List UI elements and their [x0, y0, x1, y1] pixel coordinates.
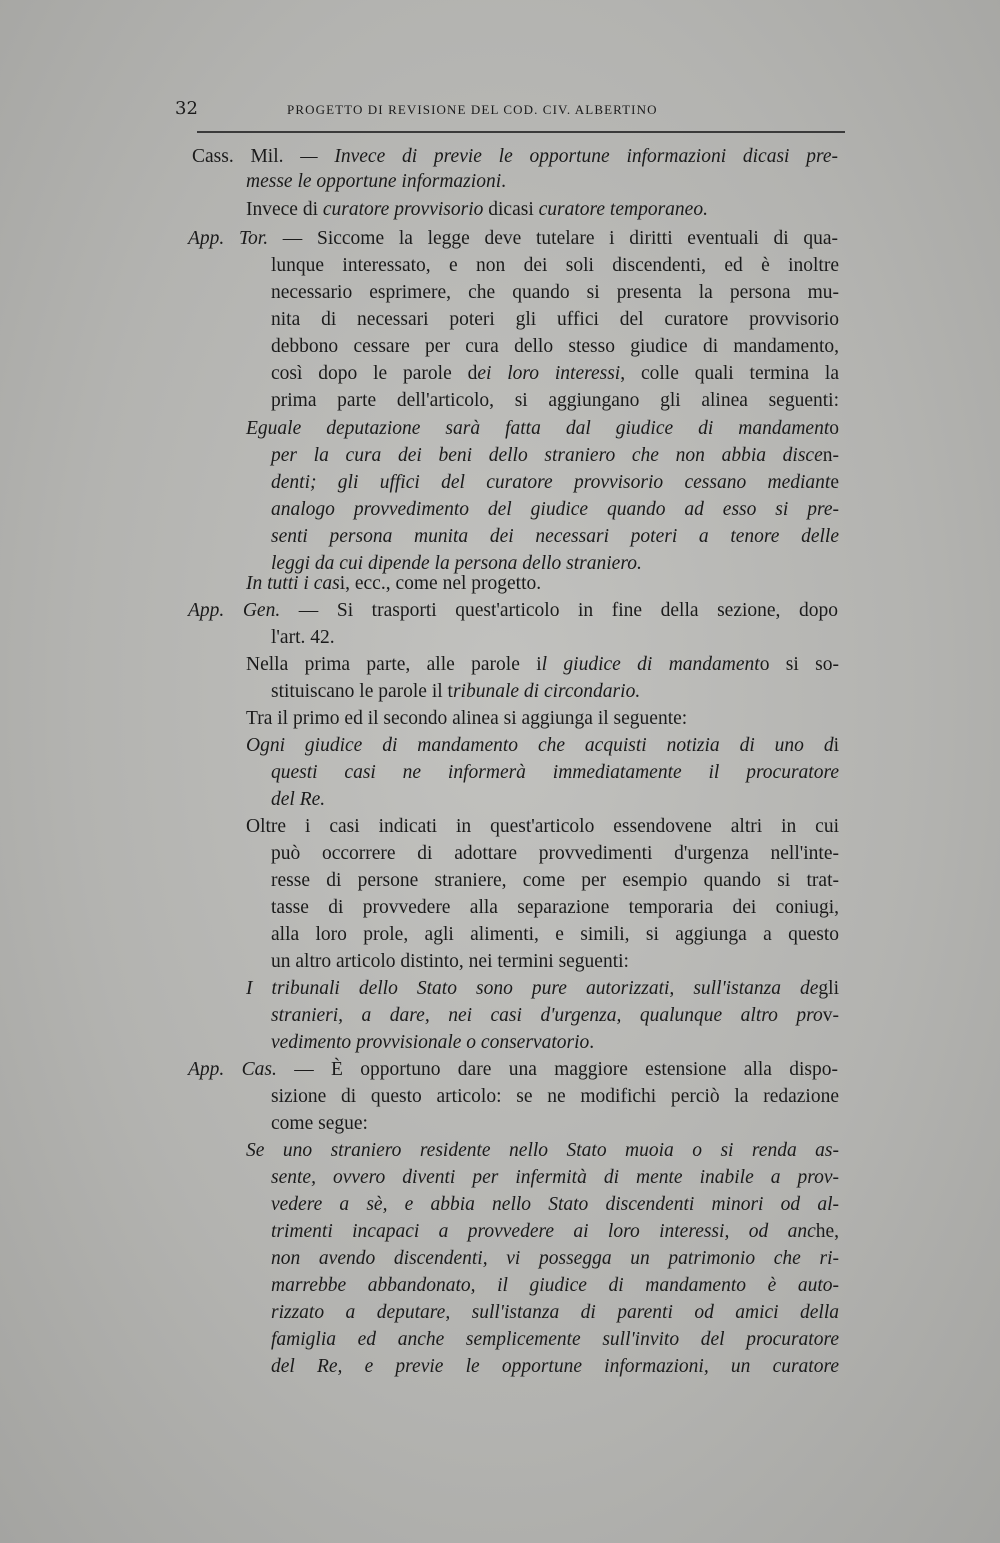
header-rule [197, 131, 845, 133]
italic-text: per la cura dei beni dello straniero che non abbia disce [271, 445, 823, 466]
text-line [271, 1195, 839, 1215]
text-line [271, 527, 839, 547]
italic-text: leggi da cui dipende la persona dello straniero. [271, 553, 642, 574]
roman-text: Tra il primo ed il secondo alinea si aggiunga il seguente: [246, 708, 688, 729]
roman-text: prima parte dell'articolo, si aggiungano gli alinea seguenti: [271, 390, 839, 411]
page-number: 32 [175, 98, 198, 119]
roman-text: o [829, 418, 839, 439]
text-line [246, 574, 626, 594]
text-line [192, 147, 838, 167]
roman-text: n- [822, 445, 839, 466]
italic-text: App. Gen. [188, 600, 281, 621]
italic-text: del Re. [271, 789, 326, 810]
roman-text: o si so- [759, 654, 839, 675]
italic-text: icasi pre- [752, 146, 838, 167]
text-line [271, 871, 839, 891]
roman-text: — Si trasporti quest'articolo in fine della sezione, dopo [280, 600, 838, 621]
running-title: PROGETTO DI REVISIONE DEL COD. CIV. ALBERTINO [287, 102, 658, 117]
italic-text: questi casi ne informerà immediatamente il procuratore [271, 762, 839, 783]
italic-text: denti; gli uffici del curatore provvisorio cessano mediant [271, 472, 831, 493]
roman-text: l'art. 42. [271, 627, 335, 648]
text-line [271, 1249, 839, 1269]
italic-text: analogo provvedimento del giudice quando ad esso si pre [271, 499, 833, 520]
roman-text: Invece di [246, 199, 323, 220]
roman-text: un altro articolo distinto, nei termini seguenti: [271, 951, 629, 972]
roman-text: , colle quali termina la [620, 363, 839, 384]
italic-text: e opportune [504, 146, 610, 167]
text-line [271, 1276, 839, 1296]
roman-text: he, [815, 1221, 839, 1242]
italic-text: Se uno straniero residente nello Stato muoia o si renda as- [246, 1140, 839, 1161]
italic-text: ormazioni d [647, 146, 753, 167]
roman-text: i [833, 735, 839, 756]
roman-text: debbono cessare per cura dello stesso giudice di mandamento, [271, 336, 839, 357]
text-line [271, 256, 839, 276]
text-line [271, 283, 839, 303]
roman-text: — Siccome la legge deve tutelare i diritti eventuali di qua- [268, 228, 838, 249]
italic-text: trimenti incapaci a provvedere ai loro interessi, od anc [271, 1221, 816, 1242]
text-line [271, 1006, 839, 1026]
text-line [188, 601, 838, 621]
roman-text: necessario esprimere, che quando si presenta la persona mu- [271, 282, 839, 303]
text-line [271, 1303, 839, 1323]
roman-text: . [501, 171, 506, 192]
text-line [271, 844, 839, 864]
italic-text: stranieri, a dare, nei casi d'urgenza, qualunque altro pro [271, 1005, 823, 1026]
text-line [271, 1114, 381, 1134]
italic-text: rizzato a deputare, sull'istanza di parenti od amici della [271, 1302, 839, 1323]
text-line [271, 554, 735, 574]
roman-text: così dopo le parole d [271, 363, 478, 384]
text-line [271, 628, 351, 648]
italic-text: famiglia ed anche semplicemente sull'invito del procuratore [271, 1329, 839, 1350]
text-line [271, 391, 839, 411]
page-header [175, 98, 845, 128]
italic-text: In tutti i cas [246, 573, 340, 594]
roman-text: Nella prima parte, alle parole i [246, 654, 542, 675]
roman-text: dicasi [483, 199, 534, 220]
roman-text: sizione di questo articolo: se ne modifichi perciò la redazione [271, 1086, 839, 1107]
text-line [271, 952, 711, 972]
italic-text: Ogni giudice di mandamento che acquisti notizia di uno d [246, 735, 834, 756]
italic-text: curatore provvisorio [322, 199, 484, 220]
text-line [271, 1087, 839, 1107]
roman-text: Oltre i casi indicati in quest'articolo essendovene altri in cui [246, 816, 839, 837]
roman-text: lunque interessato, e non dei soli discendenti, ed è inoltre [271, 255, 839, 276]
text-line [246, 1141, 839, 1161]
text-line [246, 817, 839, 837]
italic-text: ei loro interessi [477, 363, 621, 384]
text-line [246, 655, 839, 675]
text-line [188, 1060, 838, 1080]
italic-text: marrebbe abbandonato, il giudice di mandamento è auto- [271, 1275, 839, 1296]
italic-text: App. Cas. [188, 1059, 277, 1080]
text-line [246, 171, 506, 192]
text-line [271, 337, 839, 357]
roman-text: gli [818, 978, 839, 999]
italic-text: senti persona munita dei necessari poteri a tenore delle [271, 526, 839, 547]
text-line [271, 1168, 839, 1188]
italic-text: curatore temporaneo. [533, 199, 708, 220]
roman-text: può occorrere di adottare provvedimenti d'urgenza nell'inte- [271, 843, 839, 864]
italic-text: previe l [417, 146, 505, 167]
roman-text: stituiscano le parole il t [271, 681, 453, 702]
text-line [246, 979, 839, 999]
text-line [271, 790, 341, 810]
italic-text: Eguale deputazione sarà fatta dal giudice di mandament [246, 418, 830, 439]
italic-text: non avendo discendenti, vi possegga un patrimonio che ri- [271, 1248, 839, 1269]
text-line [188, 229, 838, 249]
italic-text: inf [609, 146, 648, 167]
roman-text: . [589, 1032, 595, 1053]
italic-text: App. Tor. [188, 228, 269, 249]
text-line [271, 446, 839, 466]
italic-text: I tribunali dello Stato sono pure autorizzati, sull'istanza de [246, 978, 819, 999]
roman-text: - [832, 499, 839, 520]
text-line [271, 925, 839, 945]
text-line [246, 419, 839, 439]
text-line [271, 898, 839, 918]
italic-text: ribunale di circondario. [452, 681, 641, 702]
italic-text: vedere a sè, e abbia nello Stato discendenti minori od al- [271, 1194, 839, 1215]
text-line [246, 200, 806, 220]
italic-text: — I [300, 146, 341, 167]
roman-text: — È opportuno dare una maggiore estensione alla dispo- [276, 1059, 838, 1080]
text-line [271, 310, 839, 330]
text-line [271, 1222, 839, 1242]
roman-text: alla loro prole, agli alimenti, e simili, si aggiunga a questo [271, 924, 839, 945]
text-line [271, 763, 839, 783]
text-line [271, 682, 731, 702]
italic-text: nvece di [340, 146, 418, 167]
roman-text: nita di necessari poteri gli uffici del curatore provvisorio [271, 309, 839, 330]
text-line [271, 1330, 839, 1350]
text-line [271, 364, 839, 384]
text-line [246, 736, 839, 756]
text-line [246, 709, 826, 729]
text-line [271, 500, 839, 520]
roman-text: come segue: [271, 1113, 368, 1134]
roman-text: e [830, 472, 839, 493]
text-line [271, 1357, 839, 1377]
italic-text: sente, ovvero diventi per infermità di mente inabile a prov- [271, 1167, 839, 1188]
italic-text: l giudice di mandament [541, 654, 760, 675]
roman-text: tasse di provvedere alla separazione temporaria dei coniugi, [271, 897, 839, 918]
text-line [271, 473, 839, 493]
roman-text: i, ecc., come nel progetto. [339, 573, 542, 594]
italic-text: messe le opportune informazioni [246, 171, 502, 192]
text-line [271, 1033, 651, 1053]
roman-text: resse di persone straniere, come per esempio quando si trat- [271, 870, 839, 891]
italic-text: del Re, e previe le opportune informazioni, un curatore [271, 1356, 839, 1377]
roman-text: Cass. Mil. [192, 146, 301, 167]
italic-text: vedimento provvisionale o conservatorio [271, 1032, 590, 1053]
roman-text: v- [822, 1005, 839, 1026]
